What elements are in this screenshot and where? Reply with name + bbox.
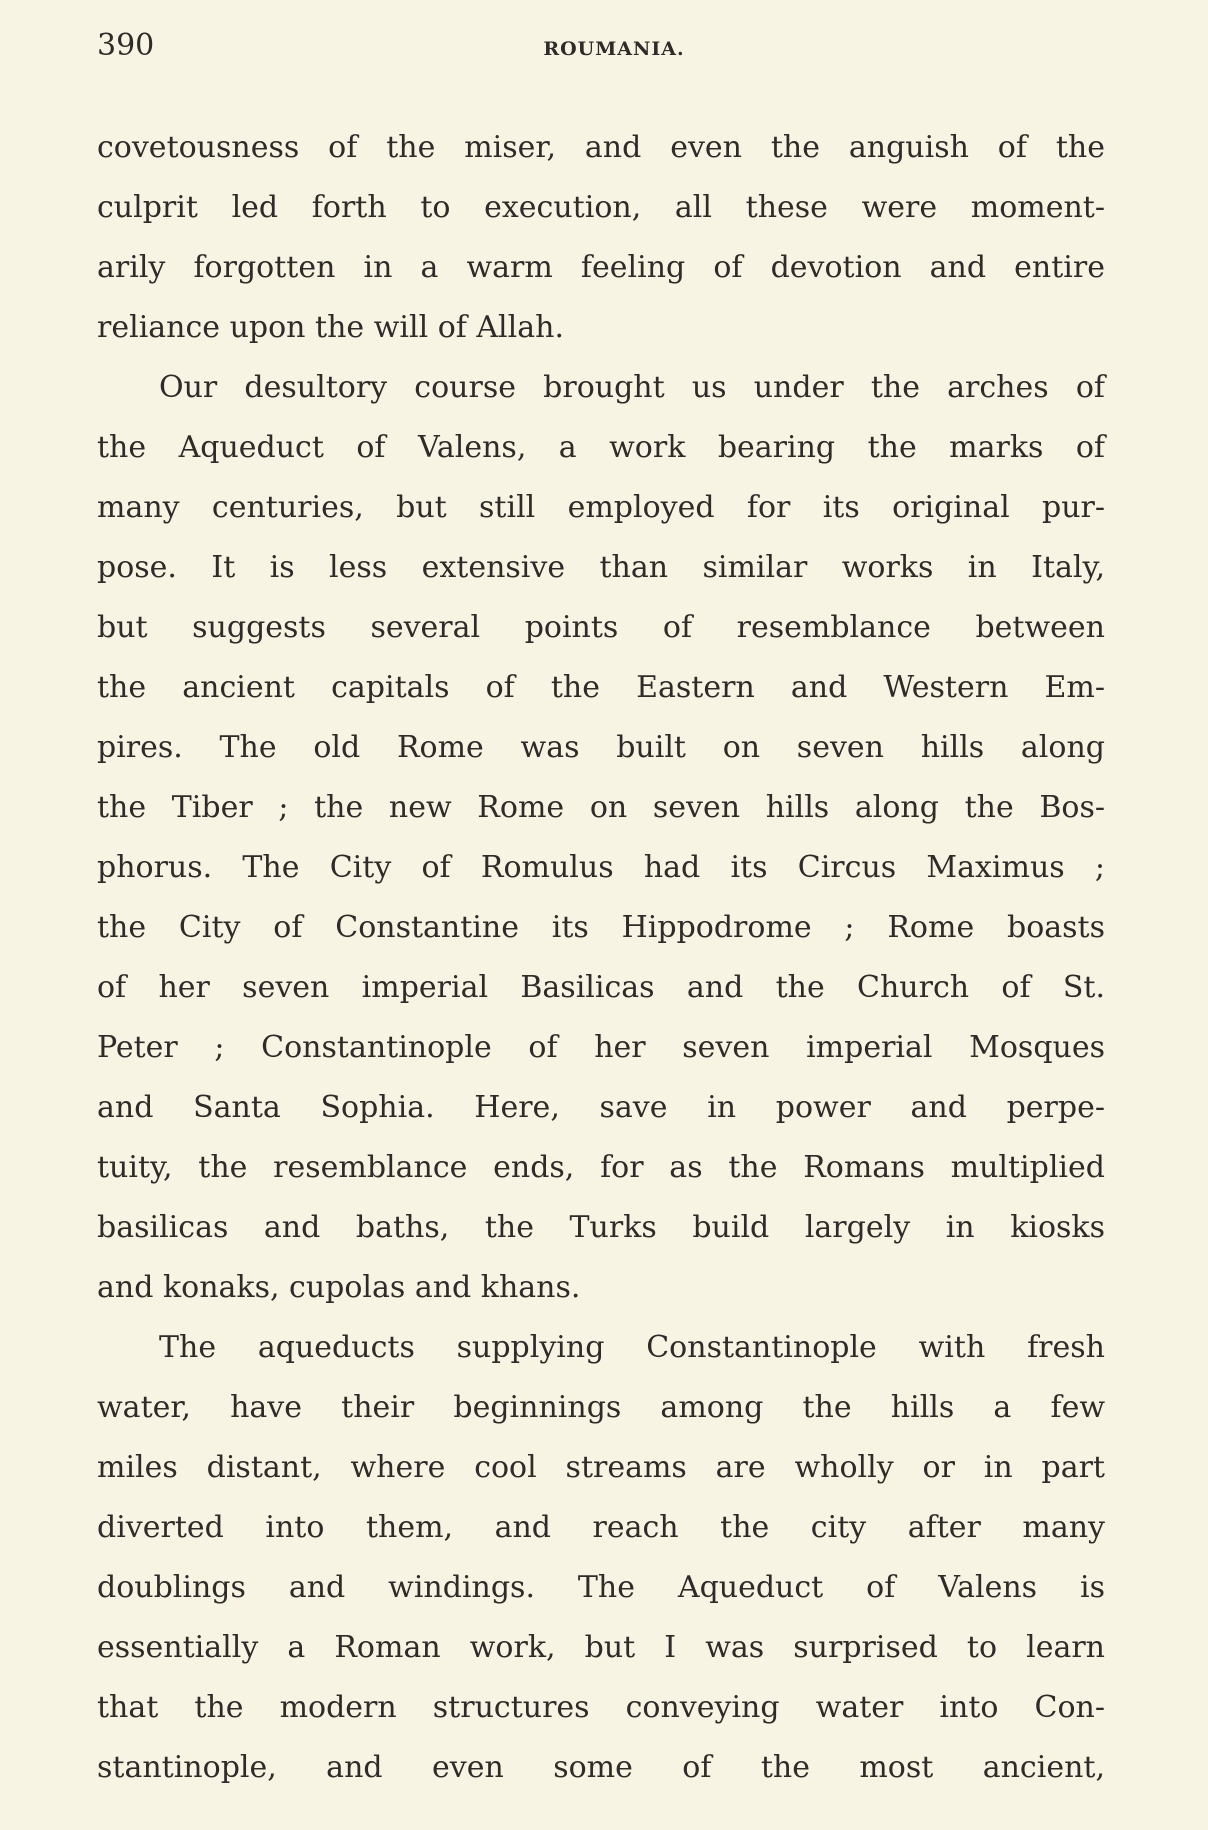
- text-line: water, have their beginnings among the hills a few: [97, 1390, 1105, 1425]
- text-line: arily forgotten in a warm feeling of devotion and entire: [97, 250, 1105, 285]
- text-line: the City of Constantine its Hippodrome ; Rome boasts: [97, 910, 1105, 945]
- text-line: diverted into them, and reach the city after many: [97, 1510, 1105, 1545]
- text-line: miles distant, where cool streams are wholly or in part: [97, 1450, 1105, 1485]
- text-line: doublings and windings. The Aqueduct of Valens is: [97, 1570, 1105, 1605]
- body-text: [97, 118, 1105, 1798]
- text-line: but suggests several points of resemblance between: [97, 610, 1105, 645]
- text-line: pires. The old Rome was built on seven hills along: [97, 730, 1105, 765]
- text-line: and Santa Sophia. Here, save in power and perpe-: [97, 1090, 1105, 1125]
- text-line: essentially a Roman work, but I was surprised to learn: [97, 1630, 1105, 1665]
- text-line: reliance upon the will of Allah.: [97, 310, 564, 345]
- text-line: the Aqueduct of Valens, a work bearing the marks of: [97, 430, 1105, 465]
- text-line: phorus. The City of Romulus had its Circus Maximus ;: [97, 850, 1105, 885]
- text-line: Our desultory course brought us under the arches of: [159, 370, 1105, 405]
- text-line: stantinople, and even some of the most ancient,: [97, 1750, 1105, 1785]
- text-line: the ancient capitals of the Eastern and Western Em-: [97, 670, 1105, 705]
- running-title: ROUMANIA.: [543, 38, 685, 60]
- text-line: culprit led forth to execution, all these were moment-: [97, 190, 1105, 225]
- text-line: many centuries, but still employed for its original pur-: [97, 490, 1105, 525]
- text-line: basilicas and baths, the Turks build largely in kiosks: [97, 1210, 1105, 1245]
- text-line: tuity, the resemblance ends, for as the Romans multiplied: [97, 1150, 1105, 1185]
- text-line: The aqueducts supplying Constantinople with fresh: [159, 1330, 1105, 1365]
- text-line: and konaks, cupolas and khans.: [97, 1270, 581, 1305]
- text-line: covetousness of the miser, and even the anguish of the: [97, 130, 1105, 165]
- text-line: that the modern structures conveying water into Con-: [97, 1690, 1105, 1725]
- text-line: Peter ; Constantinople of her seven imperial Mosques: [97, 1030, 1105, 1065]
- text-line: of her seven imperial Basilicas and the Church of St.: [97, 970, 1105, 1005]
- page-number: 390: [97, 28, 155, 63]
- text-line: the Tiber ; the new Rome on seven hills along the Bos-: [97, 790, 1105, 825]
- text-line: pose. It is less extensive than similar works in Italy,: [97, 550, 1105, 585]
